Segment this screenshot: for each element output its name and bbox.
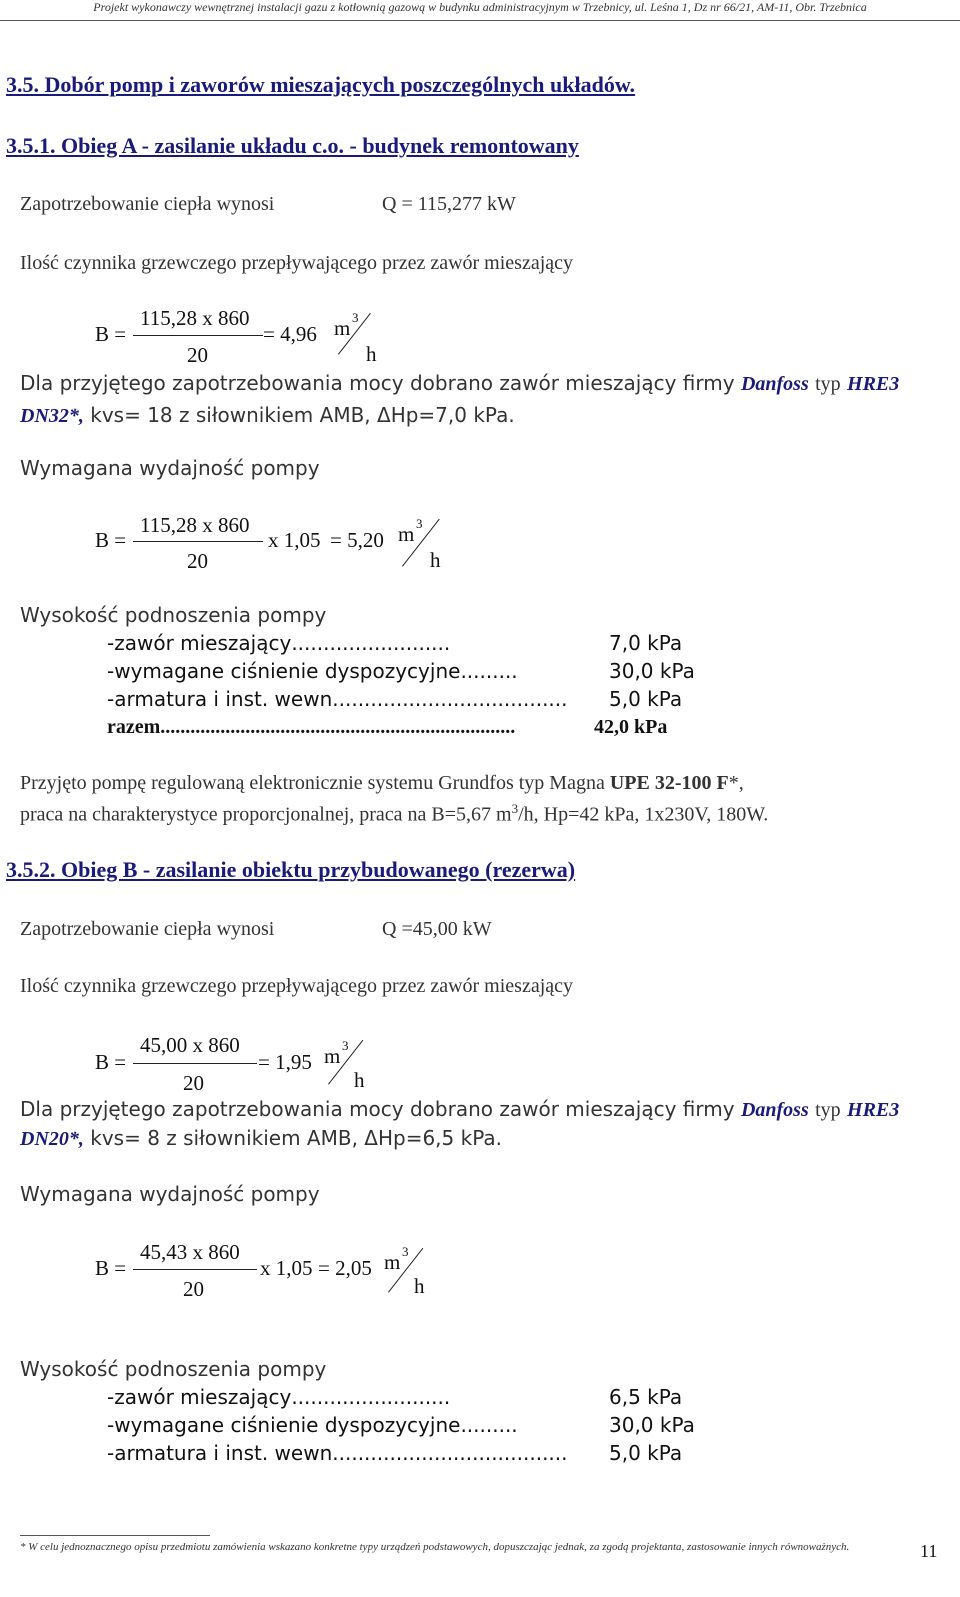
unit-h: h (354, 1068, 365, 1092)
b-valve-text-2 (20, 1126, 502, 1151)
valve-brand: Danfoss (740, 373, 809, 395)
row-label: -armatura i inst. wewn. (107, 687, 339, 711)
a-flow-label: Ilość czynnika grzewczego przepływającego przez zawór mieszający (20, 252, 574, 274)
valve-typ: typ (815, 373, 841, 395)
formula-multiplier: x 1,05 (260, 1256, 313, 1280)
row-label: -zawór mieszający (107, 1385, 292, 1409)
b-head-row-2 (107, 1413, 518, 1437)
a-pump-label: Wymagana wydajność pompy (20, 456, 320, 480)
formula-denominator: 20 (183, 1277, 204, 1301)
page-number: 11 (920, 1541, 938, 1561)
a-head-value-1: 7,0 kPa (609, 631, 683, 655)
valve-model-dn: DN20*, (20, 1128, 84, 1150)
b-head-value-3: 5,0 kPa (609, 1441, 683, 1465)
formula-lhs: B = (95, 322, 127, 346)
valve-params: kvs= 18 z siłownikiem AMB, ΔHp=7,0 kPa. (90, 403, 515, 427)
formula-lhs: B = (95, 1256, 127, 1280)
formula-result: = 1,95 (258, 1050, 312, 1074)
fraction-bar (133, 541, 263, 542)
formula-result: = 5,20 (330, 528, 384, 552)
footnote: * W celu jednoznacznego opisu przedmiotu zamówienia wskazano konkretne typy urządzeń podstawowych, dopuszczając jednak, za zgodą projektanta, zastosowanie innych równoważnych. (20, 1541, 850, 1553)
page-header: Projekt wykonawczy wewnętrznej instalacji gazu z kotłownią gazową w budynku administracyjnym w Trzebnicy, ul. Leśna 1, Dz nr 66/21, AM-11, Obr. Trzebnica (93, 0, 867, 14)
fraction-bar (133, 1269, 257, 1270)
a-total-row (107, 716, 515, 739)
subsection-b-title: 3.5.2. Obieg B - zasilanie obiektu przybudowanego (rezerwa) (6, 857, 576, 882)
pump-asterisk: *, (728, 772, 744, 794)
valve-model: HRE3 (847, 373, 900, 395)
b-head-row-3 (107, 1441, 568, 1465)
row-dots: .................................... (338, 687, 568, 711)
unit-exponent: 3 (342, 1038, 349, 1053)
a-valve-text (20, 371, 899, 396)
a-heat-label: Zapotrzebowanie ciepła wynosi (20, 193, 275, 215)
a-head-row-2 (107, 659, 518, 683)
fraction-bar (133, 1063, 257, 1064)
row-label: -wymagane ciśnienie dyspozycyjne (107, 659, 461, 683)
formula-denominator: 20 (187, 343, 208, 367)
unit-m: m (334, 316, 351, 340)
unit-h: h (366, 342, 377, 366)
unit-m: m (384, 1250, 401, 1274)
valve-sentence: Dla przyjętego zapotrzebowania mocy dobrano zawór mieszający firmy (20, 1097, 735, 1121)
valve-brand: Danfoss (740, 1099, 809, 1121)
formula-denominator: 20 (183, 1071, 204, 1095)
a-head-label: Wysokość podnoszenia pompy (20, 603, 327, 627)
formula-denominator: 20 (187, 549, 208, 573)
unit-h: h (414, 1274, 425, 1298)
row-dots: ......................... (291, 1385, 451, 1409)
pump-model: UPE 32-100 F (609, 772, 729, 794)
formula-numerator: 45,00 x 860 (140, 1033, 240, 1057)
row-dots: ....................................................................... (160, 716, 516, 738)
pump-params-2: /h, Hp=42 kPa, 1x230V, 180W. (518, 803, 769, 826)
unit-m: m (324, 1044, 341, 1068)
unit-exponent: 3 (416, 516, 423, 531)
pump-exponent: 3 (511, 801, 519, 816)
b-head-row-1 (107, 1385, 450, 1409)
pump-sentence: Przyjęto pompę regulowaną elektronicznie systemu Grundfos typ Magna (20, 772, 605, 794)
row-label: -wymagane ciśnienie dyspozycyjne (107, 1413, 461, 1437)
b-head-value-2: 30,0 kPa (609, 1413, 695, 1437)
formula-multiplier: x 1,05 (268, 528, 321, 552)
a-head-value-3: 5,0 kPa (609, 687, 683, 711)
b-pump-label: Wymagana wydajność pompy (20, 1182, 320, 1206)
valve-params: kvs= 8 z siłownikiem AMB, ΔHp=6,5 kPa. (90, 1126, 502, 1150)
a-head-row-1 (107, 631, 527, 655)
a-pump-text (20, 772, 744, 795)
formula-result: = 2,05 (318, 1256, 372, 1280)
b-heat-label: Zapotrzebowanie ciepła wynosi (20, 918, 275, 940)
b-head-label: Wysokość podnoszenia pompy (20, 1357, 327, 1381)
valve-typ: typ (815, 1099, 841, 1121)
row-dots: ......................... (291, 631, 451, 655)
formula-numerator: 45,43 x 860 (140, 1240, 240, 1264)
row-dots: ......... (460, 659, 518, 683)
b-heat-value: Q =45,00 kW (382, 918, 492, 940)
formula-lhs: B = (95, 528, 127, 552)
row-dots: .................................... (338, 1441, 568, 1465)
unit-m: m (398, 522, 415, 546)
unit-exponent: 3 (402, 1244, 409, 1259)
fraction-bar (133, 335, 263, 336)
unit-exponent: 3 (352, 310, 359, 325)
formula-lhs: B = (95, 1050, 127, 1074)
row-dots: ......... (460, 1413, 518, 1437)
b-head-value-1: 6,5 kPa (609, 1385, 683, 1409)
header-rule (0, 20, 960, 21)
a-valve-text-2 (20, 403, 515, 428)
formula-result: = 4,96 (263, 322, 317, 346)
formula-numerator: 115,28 x 860 (140, 513, 250, 537)
a-head-value-2: 30,0 kPa (609, 659, 695, 683)
section-title: 3.5. Dobór pomp i zaworów mieszających poszczególnych układów. (6, 72, 636, 97)
unit-h: h (430, 548, 441, 572)
valve-model-dn: DN32*, (20, 405, 84, 427)
a-total-value: 42,0 kPa (594, 716, 668, 738)
a-heat-value: Q = 115,277 kW (382, 193, 516, 215)
a-head-row-3 (107, 687, 568, 711)
b-flow-label: Ilość czynnika grzewczego przepływającego przez zawór mieszający (20, 975, 574, 997)
valve-sentence: Dla przyjętego zapotrzebowania mocy dobrano zawór mieszający firmy (20, 371, 735, 395)
row-label: -armatura i inst. wewn. (107, 1441, 339, 1465)
subsection-a-title: 3.5.1. Obieg A - zasilanie układu c.o. - budynek remontowany (6, 133, 579, 158)
pump-params: praca na charakterystyce proporcjonalnej, praca na B=5,67 m (20, 803, 512, 826)
row-label: -zawór mieszający (107, 631, 292, 655)
footnote-rule (20, 1535, 210, 1536)
total-label: razem (107, 716, 161, 738)
a-pump-text-2 (20, 801, 768, 827)
b-valve-text (20, 1097, 899, 1122)
valve-model: HRE3 (847, 1099, 900, 1121)
formula-numerator: 115,28 x 860 (140, 306, 250, 330)
